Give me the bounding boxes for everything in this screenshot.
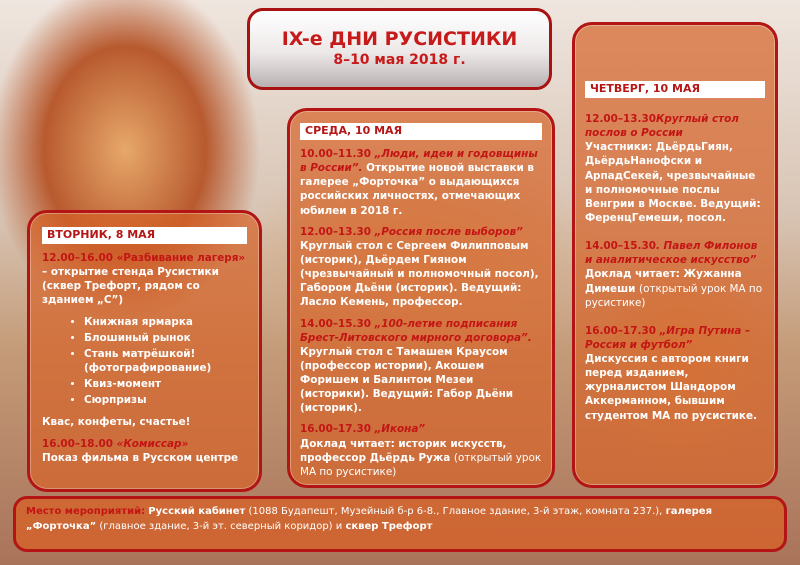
- list-item: • Стань матрёшкой! (фотографирование): [84, 347, 247, 375]
- event-description: Дискуссия с автором книги перед изданием, журналистом Шандором Аккерманном, бывшим студентом МА по русистике.: [585, 353, 757, 422]
- event-title: «Разбивание лагеря»: [116, 251, 246, 264]
- title-banner: [247, 8, 552, 90]
- event-description: Доклад читает: Жужанна Димеши: [585, 268, 742, 295]
- wednesday-event-1: [300, 147, 542, 218]
- event-title: „Россия после выборов”: [374, 225, 523, 238]
- event-description: – открытие стенда Русистики (сквер Трефорт, рядом со зданием „С”): [42, 266, 219, 307]
- venue-square: сквер Трефорт: [345, 520, 433, 532]
- tuesday-event-2: [42, 437, 247, 465]
- event-time: 16.00–17.30: [585, 324, 656, 337]
- venue-gallery-detail: (главное здание, 3-й эт. северный коридор) и: [99, 520, 343, 532]
- wednesday-event-2: [300, 225, 542, 310]
- list-item: • Книжная ярмарка: [84, 315, 247, 329]
- wednesday-panel: [287, 108, 555, 488]
- event-description: Круглый стол с Тамашем Краусом (профессор истории), Акошем Форишем и Балинтом Мезеи (историки). Ведущий: Габор Дьёни (историк).: [300, 345, 514, 415]
- event-time: 12.00–16.00: [42, 251, 113, 264]
- event-description: Участники: ДьёрдьГиян, ДьёрдьНанофски и АрпадСекей, чрезвычайные и полномочные послы Венгрии в Москве. Ведущий: ФеренцГемеши, посол.: [585, 141, 761, 224]
- event-title: «Комиссар»: [116, 437, 189, 450]
- event-description: Показ фильма в Русском центре: [42, 451, 239, 464]
- thursday-heading: ЧЕТВЕРГ, 10 МАЯ: [585, 81, 765, 98]
- event-title: . Павел Филонов и аналитическое искусство”: [585, 240, 758, 267]
- venue-russian-cabinet-detail: (1088 Будапешт, Музейный б-р 6-8., Главное здание, 3-й этаж, комната 237.),: [248, 506, 663, 517]
- event-time: 14.00–15.30: [300, 317, 371, 330]
- tuesday-heading: ВТОРНИК, 8 МАЯ: [42, 227, 247, 244]
- tuesday-event-1: [42, 251, 247, 308]
- list-item: • Сюрпризы: [84, 393, 247, 407]
- event-title: „100-летие подписания Брест-Литовского мирного договора”.: [300, 317, 532, 344]
- list-item: • Блошиный рынок: [84, 331, 247, 345]
- thursday-event-2: [585, 239, 765, 310]
- event-time: 16.00–17.30: [300, 423, 371, 436]
- page-title: IX-е ДНИ РУСИСТИКИ: [281, 28, 518, 50]
- event-title: „Игра Путина – Россия и футбол”: [585, 324, 751, 351]
- tuesday-activity-list: [42, 315, 247, 408]
- event-time: 12.00–13.30: [300, 225, 371, 238]
- venue-russian-cabinet: Русский кабинет: [148, 506, 246, 517]
- event-note: (открытый урок МА по русистике): [585, 282, 763, 309]
- venue-gallery: галерея „Форточка”: [26, 506, 713, 532]
- event-title: „Икона”: [374, 423, 426, 436]
- list-item: • Квиз-момент: [84, 377, 247, 391]
- thursday-event-3: [585, 324, 765, 423]
- venue-label: Место мероприятий:: [26, 506, 146, 517]
- event-note: (открытый урок МА по русистике): [300, 451, 542, 478]
- wednesday-event-3: [300, 317, 542, 416]
- event-description: Доклад читает: историк искусств, профессор Дьёрдь Ружа: [300, 437, 507, 464]
- thursday-event-1: [585, 112, 765, 225]
- wednesday-event-4: [300, 422, 542, 479]
- event-title: „Люди, идеи и годовщины в России”.: [300, 147, 538, 175]
- event-dates: 8–10 мая 2018 г.: [333, 52, 466, 68]
- event-title: Круглый стол послов о России: [585, 112, 739, 140]
- event-time: 10.00–11.30: [300, 147, 371, 160]
- event-description: Открытие новой выставки в галерее „Форточка” о выдающихся российских личностях, отмечающих юбилеи в 2018 г.: [300, 162, 534, 217]
- tuesday-panel: [27, 210, 262, 492]
- wednesday-heading: СРЕДА, 10 МАЯ: [300, 123, 542, 140]
- thursday-panel: [572, 22, 778, 488]
- venue-footer: [13, 496, 787, 552]
- event-time: 12.00–13.30: [585, 112, 656, 125]
- event-time: 16.00–18.00: [42, 437, 113, 450]
- event-time: 14.00–15.30: [585, 240, 656, 253]
- tuesday-slogan: Квас, конфеты, счастье!: [42, 416, 191, 429]
- event-description: Круглый стол с Сергеем Филипповым (историк), Дьёрдем Гияном (чрезвычайный и полномочный посол), Габором Дьёни (историк). Ведущий: Ласло Кемень, профессор.: [300, 239, 539, 309]
